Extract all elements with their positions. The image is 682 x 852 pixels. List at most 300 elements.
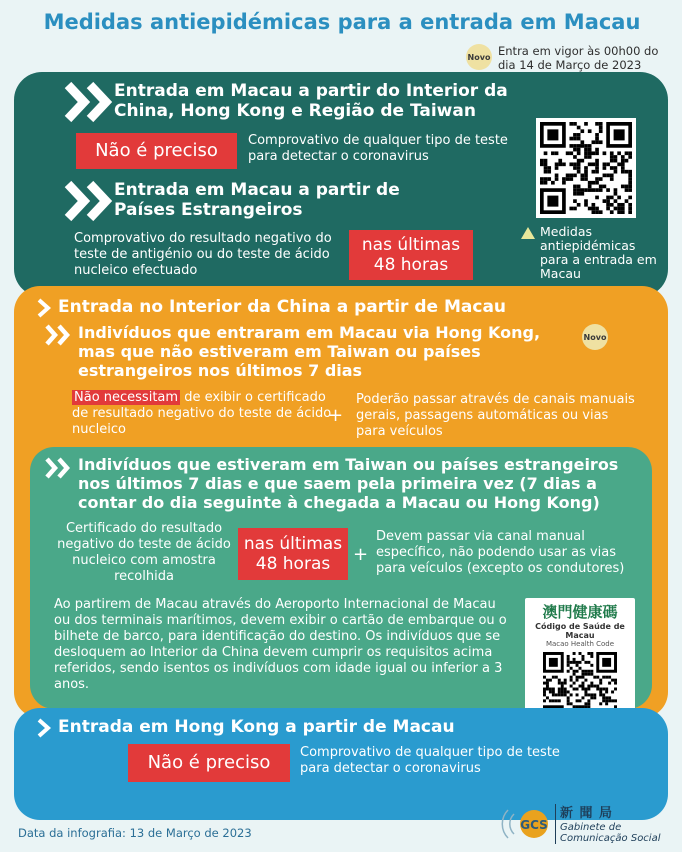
qr-module xyxy=(599,210,603,214)
qr-module xyxy=(625,185,629,189)
qr-module xyxy=(608,676,611,679)
qr-module xyxy=(614,170,618,174)
qr-module xyxy=(552,688,555,691)
qr-module xyxy=(599,688,602,691)
qr-module xyxy=(547,177,551,181)
qr-module xyxy=(584,155,588,159)
qr-module xyxy=(614,682,617,685)
qr-module xyxy=(562,177,566,181)
within-48h-badge: nas últimas 48 horas xyxy=(349,230,473,280)
qr-module xyxy=(606,162,610,166)
qr-module xyxy=(621,170,625,174)
qr-module xyxy=(552,693,555,696)
qr-module xyxy=(610,174,614,178)
qr-module xyxy=(603,162,607,166)
qr-module xyxy=(576,664,579,667)
qr-module xyxy=(573,670,576,673)
qr-module xyxy=(595,122,599,126)
qr-module xyxy=(595,162,599,166)
qr-module xyxy=(610,196,614,200)
qr-code-image xyxy=(540,122,632,214)
qr-module xyxy=(588,148,592,152)
qr-module xyxy=(570,693,573,696)
qr-module xyxy=(617,151,621,155)
qr-module xyxy=(543,699,546,702)
qr-module xyxy=(596,688,599,691)
qr-module xyxy=(567,655,570,658)
qr-module xyxy=(581,655,584,658)
effective-date: Entra em vigor às 00h00 do dia 14 de Março de 2023 xyxy=(498,44,659,72)
qr-module xyxy=(614,699,617,702)
qr-module xyxy=(577,126,581,130)
qr-module xyxy=(608,699,611,702)
qr-module xyxy=(584,174,588,178)
qr-module xyxy=(549,688,552,691)
qr-module xyxy=(584,199,588,203)
not-needed-text: Comprovativo de qualquer tipo de teste para detectar o coronavirus xyxy=(300,745,560,776)
qr-module xyxy=(579,652,582,655)
qr-module xyxy=(614,207,618,211)
sub2-left-text: Certificado do resultado negativo do teste de ácido nucleico com amostra recolhida xyxy=(57,521,231,584)
qr-module xyxy=(569,137,573,141)
qr-module xyxy=(577,148,581,152)
double-chevron-icon xyxy=(44,456,76,480)
qr-module xyxy=(580,159,584,163)
chevron-right-icon xyxy=(36,298,52,318)
qr-module xyxy=(581,688,584,691)
qr-module xyxy=(581,676,584,679)
qr-module xyxy=(587,688,590,691)
qr-module xyxy=(564,688,567,691)
qr-module xyxy=(605,696,608,699)
qr-module xyxy=(555,693,558,696)
health-code-cn: 澳門健康碼 xyxy=(542,603,618,621)
qr-module xyxy=(584,690,587,693)
double-chevron-icon xyxy=(62,180,122,222)
qr-module xyxy=(562,181,566,185)
qr-module xyxy=(573,185,577,189)
qr-module xyxy=(611,699,614,702)
qr-module xyxy=(558,693,561,696)
qr-module xyxy=(584,673,587,676)
qr-module xyxy=(602,699,605,702)
qr-module xyxy=(564,690,567,693)
qr-module xyxy=(577,137,581,141)
qr-module xyxy=(605,702,608,705)
qr-module xyxy=(551,181,555,185)
qr-module xyxy=(603,199,607,203)
qr-module xyxy=(573,207,577,211)
qr-module xyxy=(579,667,582,670)
qr-module xyxy=(588,144,592,148)
qr-module xyxy=(573,137,577,141)
qr-module xyxy=(566,174,570,178)
qr-module xyxy=(588,207,592,211)
qr-module xyxy=(595,166,599,170)
gcs-logo xyxy=(500,800,670,848)
qr-module xyxy=(588,151,592,155)
double-chevron-icon xyxy=(44,323,76,347)
qr-module xyxy=(584,151,588,155)
qr-module xyxy=(584,670,587,673)
novo-badge: Novo xyxy=(466,44,492,70)
not-needed-badge: Não é preciso xyxy=(76,133,237,169)
qr-module xyxy=(599,129,603,133)
qr-module xyxy=(549,699,552,702)
health-code-card[interactable] xyxy=(525,598,635,724)
qr-module xyxy=(581,658,584,661)
qr-module xyxy=(595,196,599,200)
qr-module xyxy=(610,177,614,181)
qr-module xyxy=(543,682,546,685)
qr-module xyxy=(580,177,584,181)
qr-module xyxy=(605,690,608,693)
gcs-logo-abbr: GCS xyxy=(520,818,548,832)
qr-module xyxy=(558,688,561,691)
qr-module xyxy=(576,670,579,673)
qr-module xyxy=(577,185,581,189)
qr-module xyxy=(617,207,621,211)
qr-module xyxy=(610,155,614,159)
qr-module xyxy=(606,196,610,200)
qr-module xyxy=(621,155,625,159)
qr-module xyxy=(555,177,559,181)
qr-module xyxy=(614,192,618,196)
qr-module xyxy=(603,174,607,178)
qr-module xyxy=(569,207,573,211)
qr-module xyxy=(555,174,559,178)
qr-module xyxy=(579,661,582,664)
qr-module xyxy=(611,690,614,693)
qr-module xyxy=(593,693,596,696)
qr-module xyxy=(576,679,579,682)
qr-module xyxy=(590,693,593,696)
qr-module xyxy=(595,148,599,152)
qr-module xyxy=(584,170,588,174)
qr-module xyxy=(595,177,599,181)
qr-module xyxy=(595,210,599,214)
qr-module xyxy=(614,688,617,691)
qr-module xyxy=(599,140,603,144)
qr-module xyxy=(590,655,593,658)
qr-finder xyxy=(602,658,611,667)
not-needed-badge: Não é preciso xyxy=(128,744,290,782)
not-needed-text: Comprovativo de qualquer tipo de teste para detectar o coronavirus xyxy=(248,133,508,164)
qr-module xyxy=(552,690,555,693)
qr-module xyxy=(567,670,570,673)
qr-module xyxy=(590,673,593,676)
qr-module xyxy=(590,685,593,688)
qr-module xyxy=(544,162,548,166)
qr-module xyxy=(617,162,621,166)
qr-module xyxy=(552,676,555,679)
qr-module xyxy=(573,192,577,196)
qr-module xyxy=(592,151,596,155)
qr-module xyxy=(595,151,599,155)
qr-module xyxy=(576,693,579,696)
qr-module xyxy=(579,676,582,679)
qr-module xyxy=(621,185,625,189)
qr-module xyxy=(588,185,592,189)
qr-module xyxy=(570,685,573,688)
qr-module xyxy=(592,140,596,144)
qr-module xyxy=(573,174,577,178)
qr-module xyxy=(628,155,632,159)
qr-module xyxy=(580,188,584,192)
qr-module xyxy=(606,203,610,207)
qr-module xyxy=(606,174,610,178)
qr-module xyxy=(573,661,576,664)
qr-code[interactable] xyxy=(536,118,636,218)
logo-divider xyxy=(555,804,556,844)
qr-module xyxy=(628,210,632,214)
health-code-pt: Código de Saúde de Macau xyxy=(535,622,625,640)
health-code-en: Macao Health Code xyxy=(545,640,615,648)
qr-module xyxy=(549,690,552,693)
qr-module xyxy=(569,174,573,178)
qr-module xyxy=(543,688,546,691)
sub1-requirement-text: de exibir o certificado de resultado negativo do teste de ácido nucleico xyxy=(72,390,332,437)
qr-module xyxy=(596,685,599,688)
qr-module xyxy=(621,159,625,163)
sub1-heading: Indivíduos que entraram em Macau via Hong Kong, mas que não estiveram em Taiwan ou países estrangeiros nos últimos 7 dias xyxy=(78,323,541,380)
qr-module xyxy=(588,155,592,159)
sub1-right-text: Poderão passar através de canais manuais gerais, passagens automáticas ou vias para veículos xyxy=(356,392,635,439)
qr-module xyxy=(573,122,577,126)
qr-module xyxy=(564,679,567,682)
qr-module xyxy=(576,661,579,664)
qr-module xyxy=(577,133,581,137)
qr-module xyxy=(584,188,588,192)
qr-module xyxy=(592,162,596,166)
qr-module xyxy=(540,159,544,163)
qr-module xyxy=(628,151,632,155)
qr-module xyxy=(599,682,602,685)
qr-module xyxy=(566,151,570,155)
qr-module xyxy=(564,682,567,685)
qr-module xyxy=(587,670,590,673)
qr-module xyxy=(628,177,632,181)
qr-module xyxy=(567,696,570,699)
qr-module xyxy=(587,693,590,696)
qr-module xyxy=(592,207,596,211)
qr-module xyxy=(628,185,632,189)
qr-module xyxy=(587,652,590,655)
qr-module xyxy=(577,162,581,166)
qr-module xyxy=(595,159,599,163)
qr-module xyxy=(592,203,596,207)
qr-module xyxy=(596,676,599,679)
qr-module xyxy=(621,166,625,170)
qr-module xyxy=(543,693,546,696)
qr-module xyxy=(606,199,610,203)
section3-heading: Entrada em Hong Kong a partir de Macau xyxy=(58,717,455,737)
section2-heading: Entrada no Interior da China a partir de Macau xyxy=(58,297,507,317)
qr-module xyxy=(569,177,573,181)
qr-module xyxy=(588,188,592,192)
qr-finder xyxy=(549,658,558,667)
qr-finder xyxy=(547,129,558,140)
novo-badge: Novo xyxy=(582,324,608,350)
qr-module xyxy=(577,144,581,148)
qr-module xyxy=(628,207,632,211)
qr-module xyxy=(587,685,590,688)
qr-module xyxy=(621,210,625,214)
qr-module xyxy=(584,679,587,682)
qr-module xyxy=(577,188,581,192)
not-needed-highlight: Não necessitam xyxy=(74,390,179,405)
qr-module xyxy=(605,688,608,691)
qr-module xyxy=(577,166,581,170)
qr-module xyxy=(579,685,582,688)
qr-module xyxy=(621,162,625,166)
qr-module xyxy=(569,122,573,126)
qr-module xyxy=(581,682,584,685)
qr-module xyxy=(558,682,561,685)
qr-module xyxy=(573,652,576,655)
qr-module xyxy=(544,181,548,185)
qr-module xyxy=(576,699,579,702)
qr-module xyxy=(584,177,588,181)
qr-module xyxy=(558,159,562,163)
qr-module xyxy=(579,699,582,702)
qr-module xyxy=(544,151,548,155)
qr-module xyxy=(625,199,629,203)
qr-module xyxy=(590,682,593,685)
qr-module xyxy=(588,129,592,133)
sub2-note: Ao partirem de Macau através do Aeroporto Internacional de Macau ou dos terminais marítimos, devem exibir o cartão de embarque ou o bilhete de barco, para identificação do destino. Os indivíduos que se desloquem ao Interior da China devem cumprir os requisitos acima referidos, sendo isentos os indivíduos com idade igual ou inferior a 3 anos. xyxy=(54,597,507,692)
qr-module xyxy=(614,188,618,192)
qr-module xyxy=(576,676,579,679)
gcs-logo-icon xyxy=(500,802,552,846)
qr-module xyxy=(546,682,549,685)
qr-module xyxy=(567,690,570,693)
qr-module xyxy=(599,177,603,181)
qr-module xyxy=(558,679,561,682)
qr-module xyxy=(566,177,570,181)
qr-module xyxy=(544,166,548,170)
qr-module xyxy=(561,690,564,693)
qr-module xyxy=(555,151,559,155)
qr-module xyxy=(587,673,590,676)
qr-module xyxy=(608,682,611,685)
qr-module xyxy=(584,203,588,207)
qr-module xyxy=(587,702,590,705)
qr-module xyxy=(603,185,607,189)
qr-module xyxy=(570,667,573,670)
qr-finder xyxy=(614,129,625,140)
qr-module xyxy=(573,155,577,159)
qr-module xyxy=(605,699,608,702)
qr-module xyxy=(625,170,629,174)
qr-module xyxy=(617,210,621,214)
qr-module xyxy=(614,679,617,682)
qr-module xyxy=(602,693,605,696)
qr-module xyxy=(610,166,614,170)
qr-module xyxy=(603,151,607,155)
qr-module xyxy=(602,696,605,699)
qr-module xyxy=(558,699,561,702)
qr-module xyxy=(628,203,632,207)
qr-module xyxy=(580,144,584,148)
qr-module xyxy=(595,170,599,174)
qr-module xyxy=(625,151,629,155)
qr-module xyxy=(562,162,566,166)
qr-module xyxy=(561,685,564,688)
sub1-requirement xyxy=(72,390,334,438)
qr-module xyxy=(590,664,593,667)
qr-module xyxy=(558,690,561,693)
qr-module xyxy=(570,676,573,679)
qr-module xyxy=(584,702,587,705)
qr-module xyxy=(628,174,632,178)
qr-module xyxy=(577,159,581,163)
qr-module xyxy=(628,181,632,185)
qr-module xyxy=(592,181,596,185)
qr-module xyxy=(614,166,618,170)
qr-module xyxy=(595,207,599,211)
qr-module xyxy=(551,151,555,155)
qr-module xyxy=(587,699,590,702)
qr-module xyxy=(546,679,549,682)
qr-module xyxy=(599,126,603,130)
sub2-heading: Indivíduos que estiveram em Taiwan ou países estrangeiros nos últimos 7 dias e que saem pela primeira vez (7 dias a contar do dia seguinte à chegada a Macau ou Hong Kong) xyxy=(78,455,619,512)
qr-module xyxy=(547,166,551,170)
qr-module xyxy=(595,137,599,141)
chevron-right-icon xyxy=(36,718,52,738)
qr-module xyxy=(595,140,599,144)
qr-module xyxy=(628,170,632,174)
qr-module xyxy=(567,699,570,702)
qr-module xyxy=(599,690,602,693)
qr-caption: Medidas antiepidémicas para a entrada em Macau xyxy=(540,224,657,281)
qr-module xyxy=(573,688,576,691)
qr-module xyxy=(540,162,544,166)
qr-module xyxy=(625,159,629,163)
plus-icon: + xyxy=(353,544,369,565)
qr-module xyxy=(584,144,588,148)
qr-module xyxy=(610,159,614,163)
qr-module xyxy=(570,661,573,664)
qr-module xyxy=(611,679,614,682)
qr-module xyxy=(595,181,599,185)
qr-module xyxy=(584,122,588,126)
qr-finder xyxy=(547,196,558,207)
qr-module xyxy=(599,122,603,126)
section1-heading-b: Entrada em Macau a partir de Países Estrangeiros xyxy=(114,180,400,220)
qr-module xyxy=(581,696,584,699)
qr-module xyxy=(581,685,584,688)
qr-module xyxy=(569,144,573,148)
qr-module xyxy=(602,676,605,679)
qr-module xyxy=(577,192,581,196)
qr-module xyxy=(577,151,581,155)
qr-module xyxy=(547,170,551,174)
qr-module xyxy=(555,162,559,166)
qr-module xyxy=(593,676,596,679)
qr-module xyxy=(593,685,596,688)
qr-module xyxy=(588,162,592,166)
qr-module xyxy=(555,676,558,679)
within-48h-badge: nas últimas 48 horas xyxy=(238,528,348,580)
qr-module xyxy=(581,670,584,673)
qr-module xyxy=(573,162,577,166)
qr-module xyxy=(610,151,614,155)
qr-module xyxy=(567,661,570,664)
qr-module xyxy=(588,181,592,185)
qr-module xyxy=(592,210,596,214)
qr-module xyxy=(605,676,608,679)
